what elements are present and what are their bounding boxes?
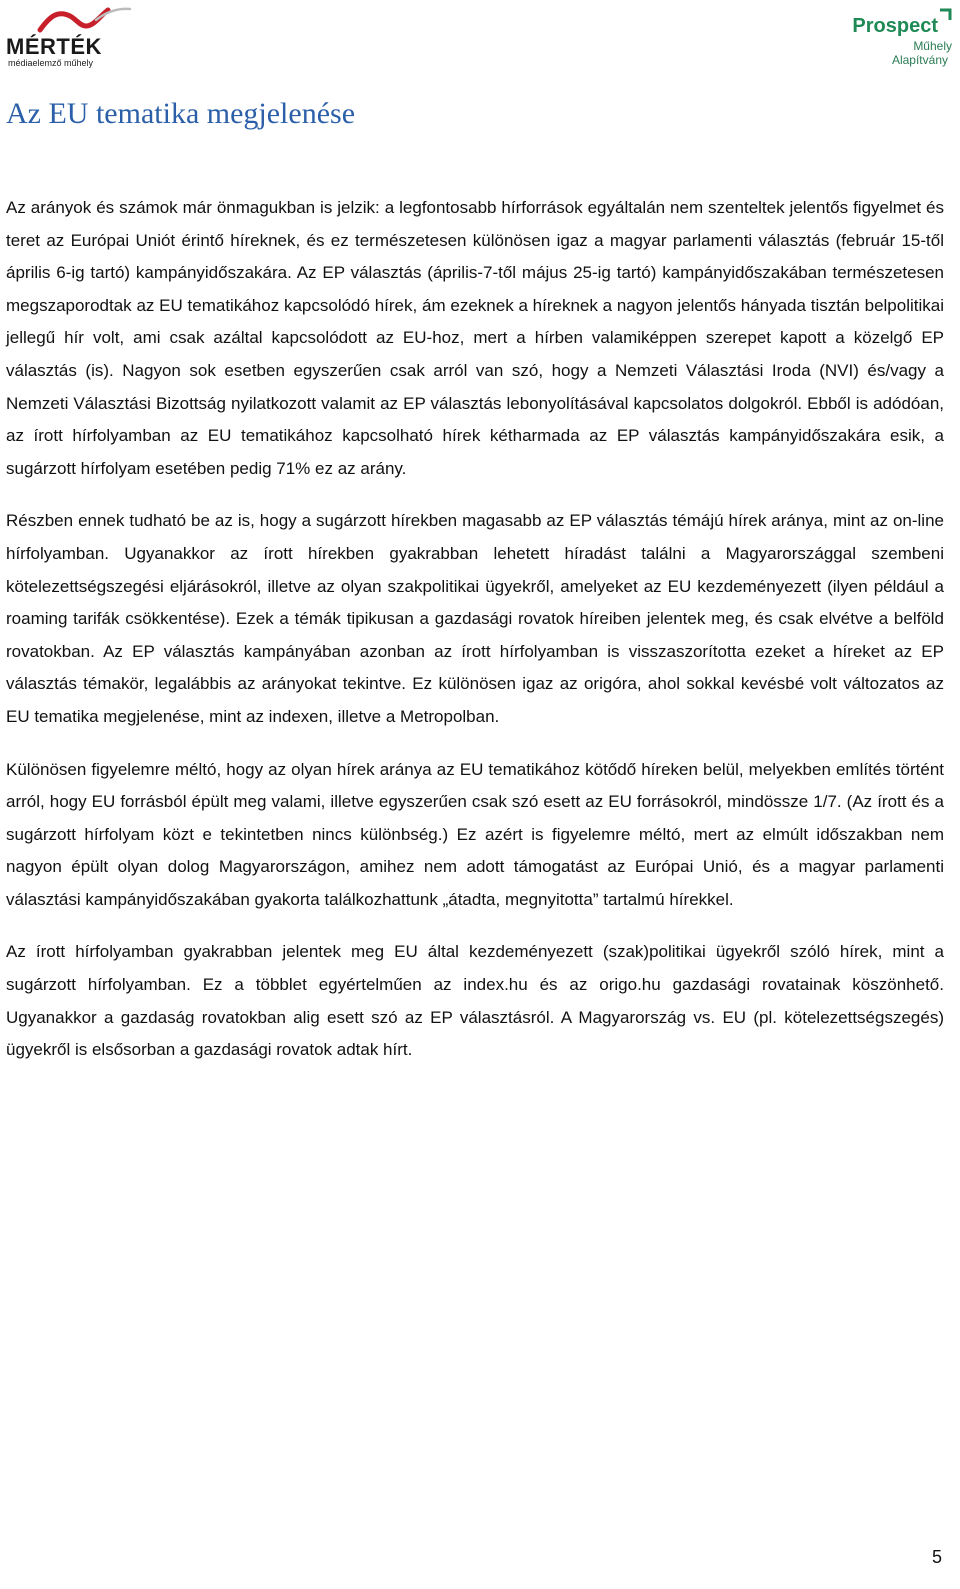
prospect-logo	[842, 8, 952, 68]
prospect-line2: Műhely	[913, 39, 952, 53]
paragraph-3: Különösen figyelemre méltó, hogy az olyan hírek aránya az EU tematikához kötődő híreken belül, melyekben említés történt arról, hogy EU forrásból épült meg valami, illetve egyszerűen csak szó esett az EU forrásokról, mindössze 1/7. (Az írott és a sugárzott hírfolyam közt e tekintetben nincs különbség.) Ez azért is figyelemre méltó, mert az elmúlt időszakban nem nagyon épült olyan dolog Magyarországon, amihez nem adott támogatást az Európai Unió, és a magyar parlamenti választási kampányidőszakában gyakorta találkozhattunk „átadta, megnyitotta” tartalmú hírekkel.	[6, 759, 944, 909]
prospect-line3: Alapítvány	[891, 53, 948, 67]
mertek-logo	[6, 6, 136, 68]
mertek-subtitle: médiaelemző műhely	[8, 58, 94, 68]
prospect-brand-text: Prospect	[852, 15, 938, 37]
paragraph-2: Részben ennek tudható be az is, hogy a sugárzott hírekben magasabb az EP választás témájú hírek aránya, mint az on-line hírfolyamban. Ugyanakkor az írott hírekben gyakrabban lehetett híradást találni a Magyarországgal szembeni kötelezettségszegési eljárásokról, illetve az olyan szakpolitikai ügyekről, amelyeket az EU kezdeményezett (ilyen például a roaming tarifák csökkentése). Ezek a témák tipikusan a gazdasági rovatok híreiben jelentek meg, és csak elvétve a belföld rovatokban. Az EP választás kampányában azonban az írott hírfolyamban is visszaszorította ezeket a híreket az EP választás témakör, legalábbis az arányokat tekintve. Ez különösen igaz az origóra, ahol sokkal kevésbé volt változatos az EU tematika megjelenése, mint az indexen, illetve a Metropolban.	[6, 511, 944, 726]
paragraph-1: Az arányok és számok már önmagukban is jelzik: a legfontosabb hírforrások egyáltalán nem szenteltek jelentős figyelmet és teret az Európai Uniót érintő híreknek, és ez természetesen különösen igaz a magyar parlamenti választás (február 15-től április 6-ig tartó) kampányidőszakára. Az EP választás (április-7-től május 25-ig tartó) kampányidőszakában természetesen megszaporodtak az EU tematikához kapcsolódó hírek, ám ezeknek a híreknek a nagyon jelentős hányada tisztán belpolitikai jellegű hír volt, ami csak azáltal kapcsolódott az EU-hoz, mert a hírben valamiképpen szerepet kapott a közelgő EP választás (is). Nagyon sok esetben egyszerűen csak arról van szó, hogy a Nemzeti Választási Iroda (NVI) és/vagy a Nemzeti Választási Bizottság nyilatkozott valamit az EP választás lebonyolításával kapcsolatos dolgokról. Ebből is adódóan, az írott hírfolyamban az EU tematikához kapcsolható hírek kétharmada az EP választás kampányidőszakára esik, a sugárzott hírfolyam esetében pedig 71% ez az arány.	[6, 198, 944, 478]
prospect-corner-icon	[938, 8, 952, 22]
page-title: Az EU tematika megjelenése	[6, 97, 356, 130]
paragraph-4: Az írott hírfolyamban gyakrabban jelentek meg EU által kezdeményezett (szak)politikai ügyekről szóló hírek, mint a sugárzott hírfolyamban. Ez a többlet egyértelműen az index.hu és az origo.hu gazdasági rovatainak köszönhető. Ugyanakkor a gazdaság rovatokban alig esett szó az EP választásról. A Magyarország vs. EU (pl. kötelezettségszegés) ügyekről is elsősorban a gazdasági rovatok adtak hírt.	[6, 942, 944, 1060]
mertek-brand-text: MÉRTÉK	[6, 34, 102, 59]
mertek-swoosh-icon	[36, 6, 136, 36]
document-body	[6, 192, 944, 1087]
page-number: 5	[931, 1547, 942, 1567]
